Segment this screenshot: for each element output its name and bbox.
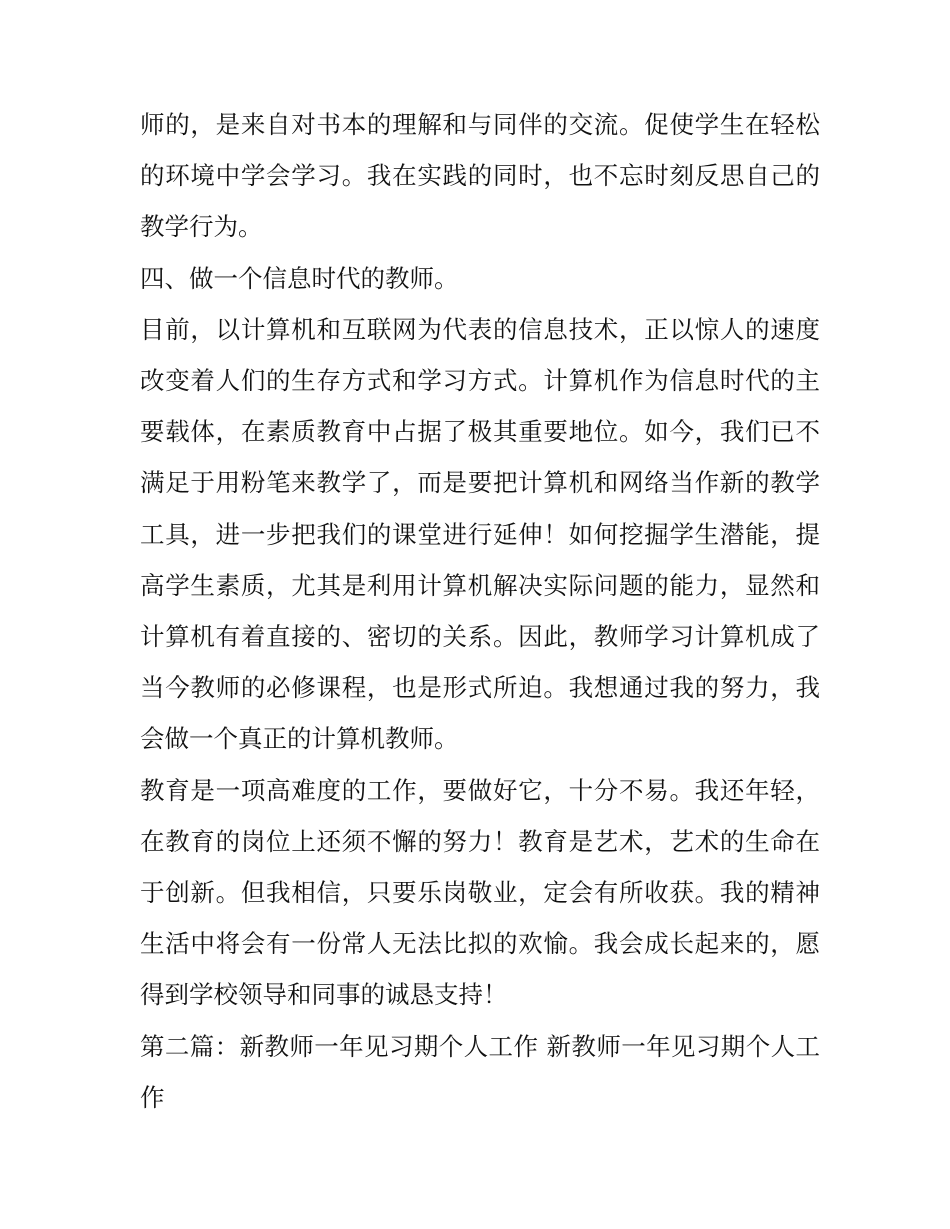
paragraph-reflection-end: 师的，是来自对书本的理解和与同伴的交流。促使学生在轻松的环境中学会学习。我在实践的同时，也不忘时刻反思自己的教学行为。 (140, 110, 820, 242)
paragraph-education-art: 教育是一项高难度的工作，要做好它，十分不易。我还年轻，在教育的岗位上还须不懈的努力！教育是艺术，艺术的生命在于创新。但我相信，只要乐岗敬业，定会有所收获。我的精神生活中将会有一份常人无法比拟的欢愉。我会成长起来的，愿得到学校领导和同事的诚恳支持！ (140, 775, 820, 1010)
chapter-heading-second-article: 第二篇：新教师一年见习期个人工作 新教师一年见习期个人工作 (140, 1031, 820, 1112)
document-body (140, 99, 820, 1123)
paragraph-computer-technology: 目前，以计算机和互联网为代表的信息技术，正以惊人的速度改变着人们的生存方式和学习方式。计算机作为信息时代的主要载体，在素质教育中占据了极其重要地位。如今，我们已不满足于用粉笔来教学了，而是要把计算机和网络当作新的教学工具，进一步把我们的课堂进行延伸！如何挖掘学生潜能，提高学生素质，尤其是利用计算机解决实际问题的能力，显然和计算机有着直接的、密切的关系。因此，教师学习计算机成了当今教师的必修课程，也是形式所迫。我想通过我的努力，我会做一个真正的计算机教师。 (140, 314, 820, 754)
section-heading-information-age: 四、做一个信息时代的教师。 (140, 263, 459, 293)
